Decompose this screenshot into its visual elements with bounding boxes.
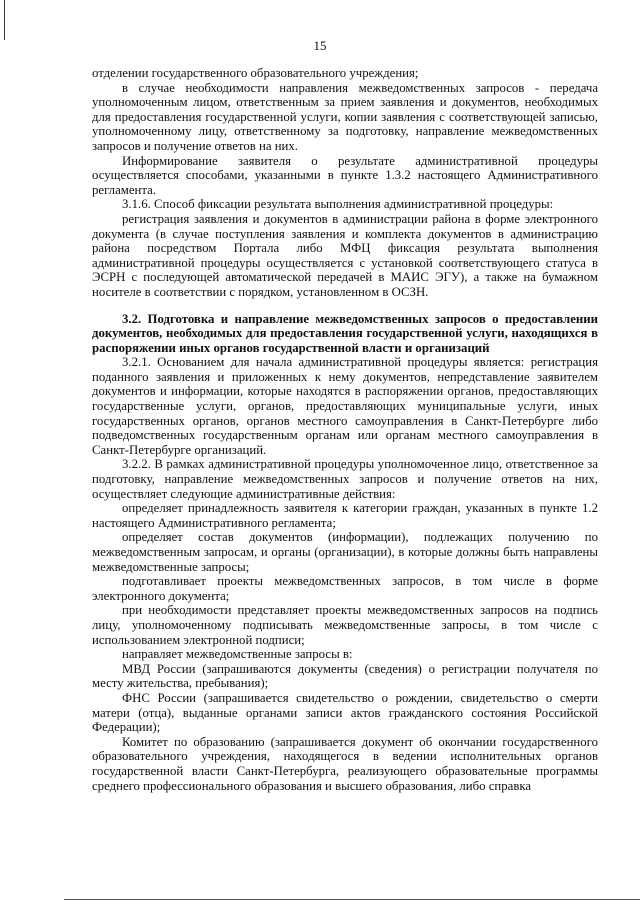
scan-bottom-line bbox=[64, 899, 640, 900]
paragraph: подготавливает проекты межведомственных запросов, в том числе в форме электронного документа; bbox=[92, 574, 598, 603]
scan-edge-line bbox=[4, 0, 5, 40]
paragraph: 3.1.6. Способ фиксации результата выполнения административной процедуры: bbox=[122, 197, 554, 212]
section-heading: 3.2. Подготовка и направление межведомственных запросов о предоставлении документов, необходимых для предоставления государственной услуги, находящихся в распоряжении иных органов государственной власти и организаций bbox=[92, 311, 598, 355]
paragraph: определяет состав документов (информации), подлежащих получению по межведомственным запросам, и органы (организации), в которые должны быть направлены межведомственные запросы; bbox=[92, 530, 598, 574]
paragraph: определяет принадлежность заявителя к категории граждан, указанных в пункте 1.2 настоящего Административного регламента; bbox=[92, 501, 598, 530]
paragraph: МВД России (запрашиваются документы (сведения) о регистрации получателя по месту жительства, пребывания); bbox=[92, 661, 598, 691]
document-body bbox=[92, 66, 598, 793]
page-number: 15 bbox=[313, 38, 327, 53]
paragraph: Комитет по образованию (запрашивается документ об окончании государственного образовательного учреждения, находящегося в ведении исполнительных органов государственной власти Санкт-Петербурга, реализующего образовательные программы среднего профессионального образования и высшего образования, либо справка bbox=[92, 734, 598, 793]
paragraph: направляет межведомственные запросы в: bbox=[122, 647, 353, 662]
paragraph: отделении государственного образовательного учреждения; bbox=[92, 66, 419, 80]
paragraph: при необходимости представляет проекты межведомственных запросов на подпись лицу, уполномоченному подписывать межведомственные запросы, в том числе с использованием электронной подписи; bbox=[92, 603, 598, 647]
paragraph: ФНС России (запрашивается свидетельство о рождении, свидетельство о смерти матери (отца), выданные органами записи актов гражданского состояния Российской Федерации); bbox=[92, 690, 598, 735]
paragraph: Информирование заявителя о результате административной процедуры осуществляется способами, указанными в пункте 1.3.2 настоящего Административного регламента. bbox=[92, 153, 598, 197]
paragraph: регистрация заявления и документов в администрации района в форме электронного документа (в случае поступления заявления и комплекта документов в администрацию района посредством Портала либо МФЦ фиксация результата выполнения административной процедуры осуществляется с установкой соответствующего статуса в ЭСРН с последующей автоматической передачей в МАИС ЭГУ), а также на бумажном носителе в соответствии с порядком, установленном в ОСЗН. bbox=[92, 211, 598, 299]
paragraph: 3.2.2. В рамках административной процедуры уполномоченное лицо, ответственное за подготовку, направление межведомственных запросов и получение ответов на них, осуществляет следующие административные действия: bbox=[92, 457, 598, 501]
paragraph: в случае необходимости направления межведомственных запросов - передача уполномоченным лицом, ответственным за прием заявления и документов, необходимых для предоставления государственной услуги, копии заявления с соответствующей записью, уполномоченному лицу, ответственному за подготовку, направление межведомственных запросов и получение ответов на них. bbox=[92, 80, 598, 153]
paragraph: 3.2.1. Основанием для начала административной процедуры является: регистрация поданного заявления и приложенных к нему документов, непредставление заявителем документов и информации, которые находятся в распоряжении органов, предоставляющих государственные услуги, органов, предоставляющих муниципальные услуги, иных государственных органов, органов местного самоуправления в Санкт-Петербурге либо подведомственных государственным органам или органам местного самоуправления в Санкт-Петербурге организаций. bbox=[92, 355, 598, 457]
